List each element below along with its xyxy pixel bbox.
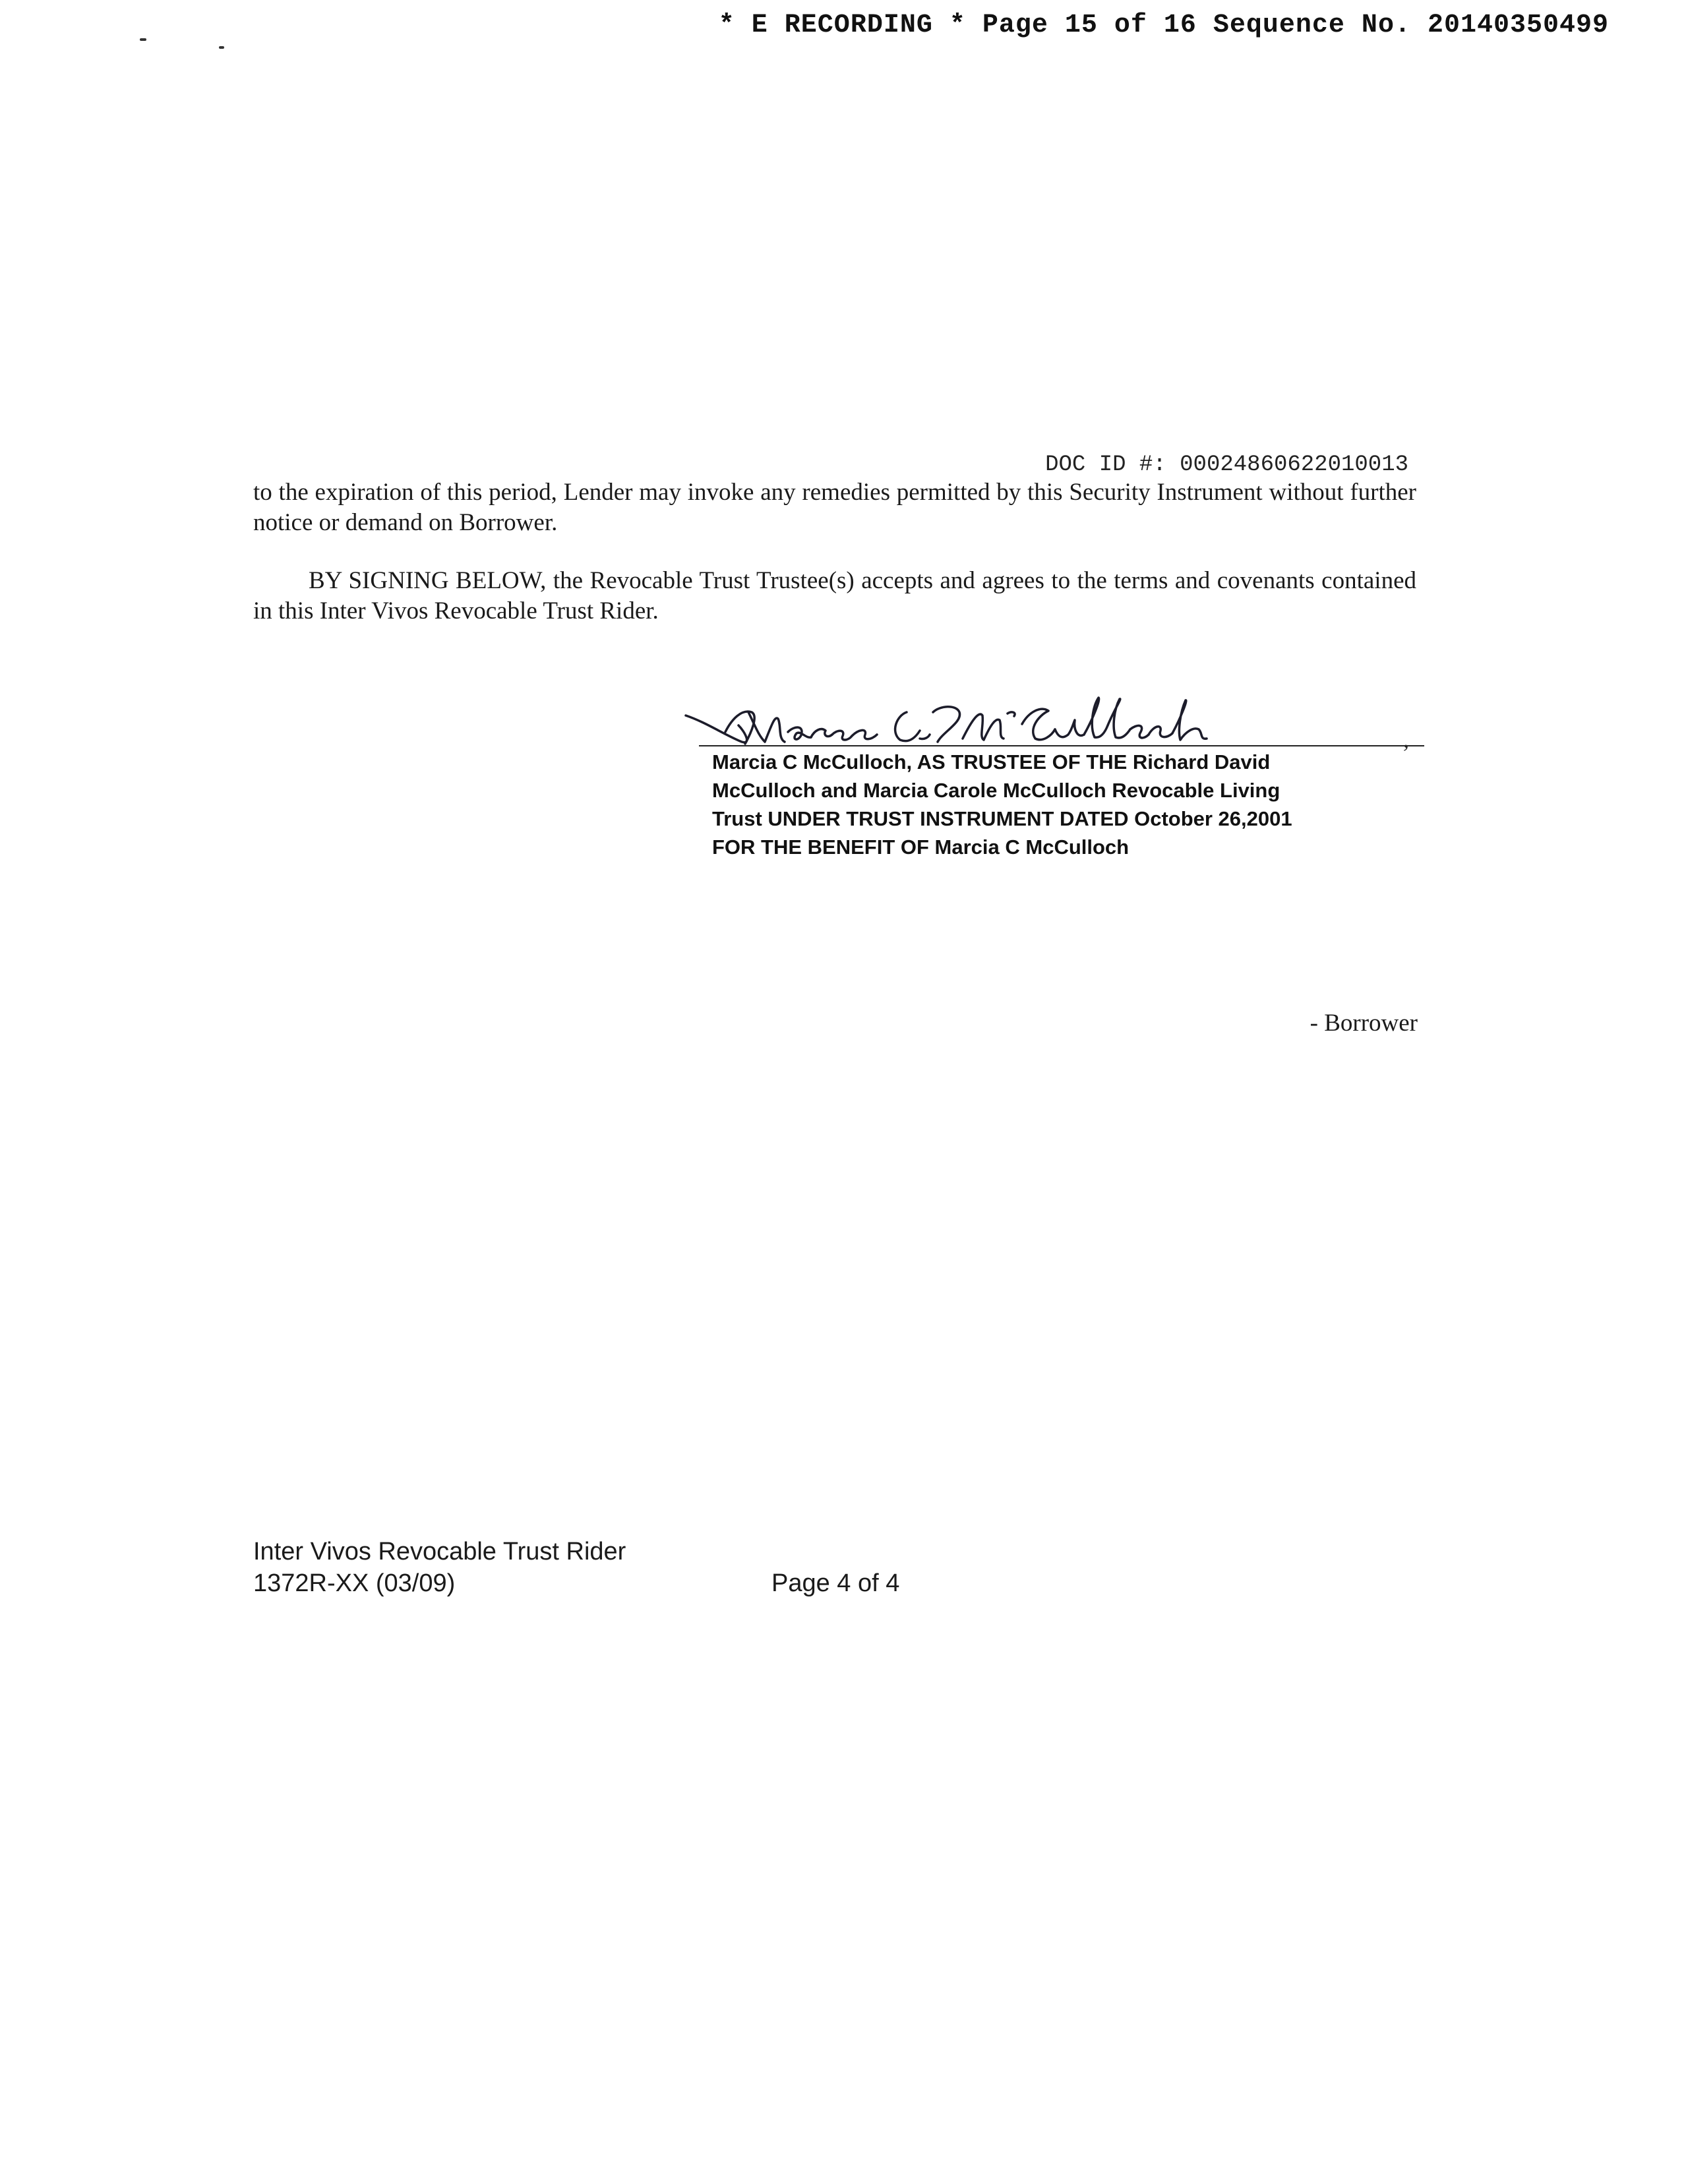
signer-name-block [712,748,1437,861]
scan-speck [219,46,224,49]
paragraph-signing-agreement: BY SIGNING BELOW, the Revocable Trust Trustee(s) accepts and agrees to the terms and covenants contained in this Inter Vivos Revocable Trust Rider. [253,567,1416,624]
signer-line-2: McCulloch and Marcia Carole McCulloch Revocable Living [712,779,1281,802]
signature-comma: , [1403,726,1409,752]
paragraph-remedies: to the expiration of this period, Lender may invoke any remedies permitted by this Security Instrument without further notice or demand on Borrower. [253,479,1416,536]
signature-line [699,745,1424,746]
doc-id: DOC ID #: 00024860622010013 [1045,452,1408,477]
footer-page-number: Page 4 of 4 [771,1569,900,1597]
signer-line-1: Marcia C McCulloch, AS TRUSTEE OF THE Richard David [712,750,1271,774]
footer-form-name: Inter Vivos Revocable Trust Rider [253,1538,626,1565]
signature-area [679,686,1418,752]
signer-line-3: Trust UNDER TRUST INSTRUMENT DATED October 26,2001 [712,807,1292,830]
recording-stamp: * E RECORDING * Page 15 of 16 Sequence No. 20140350499 [718,11,1609,40]
scan-speck [140,38,146,41]
signer-line-4: FOR THE BENEFIT OF Marcia C McCulloch [712,835,1130,859]
footer-form-code: 1372R-XX (03/09) [253,1569,456,1597]
borrower-label: - Borrower [1310,1010,1418,1037]
